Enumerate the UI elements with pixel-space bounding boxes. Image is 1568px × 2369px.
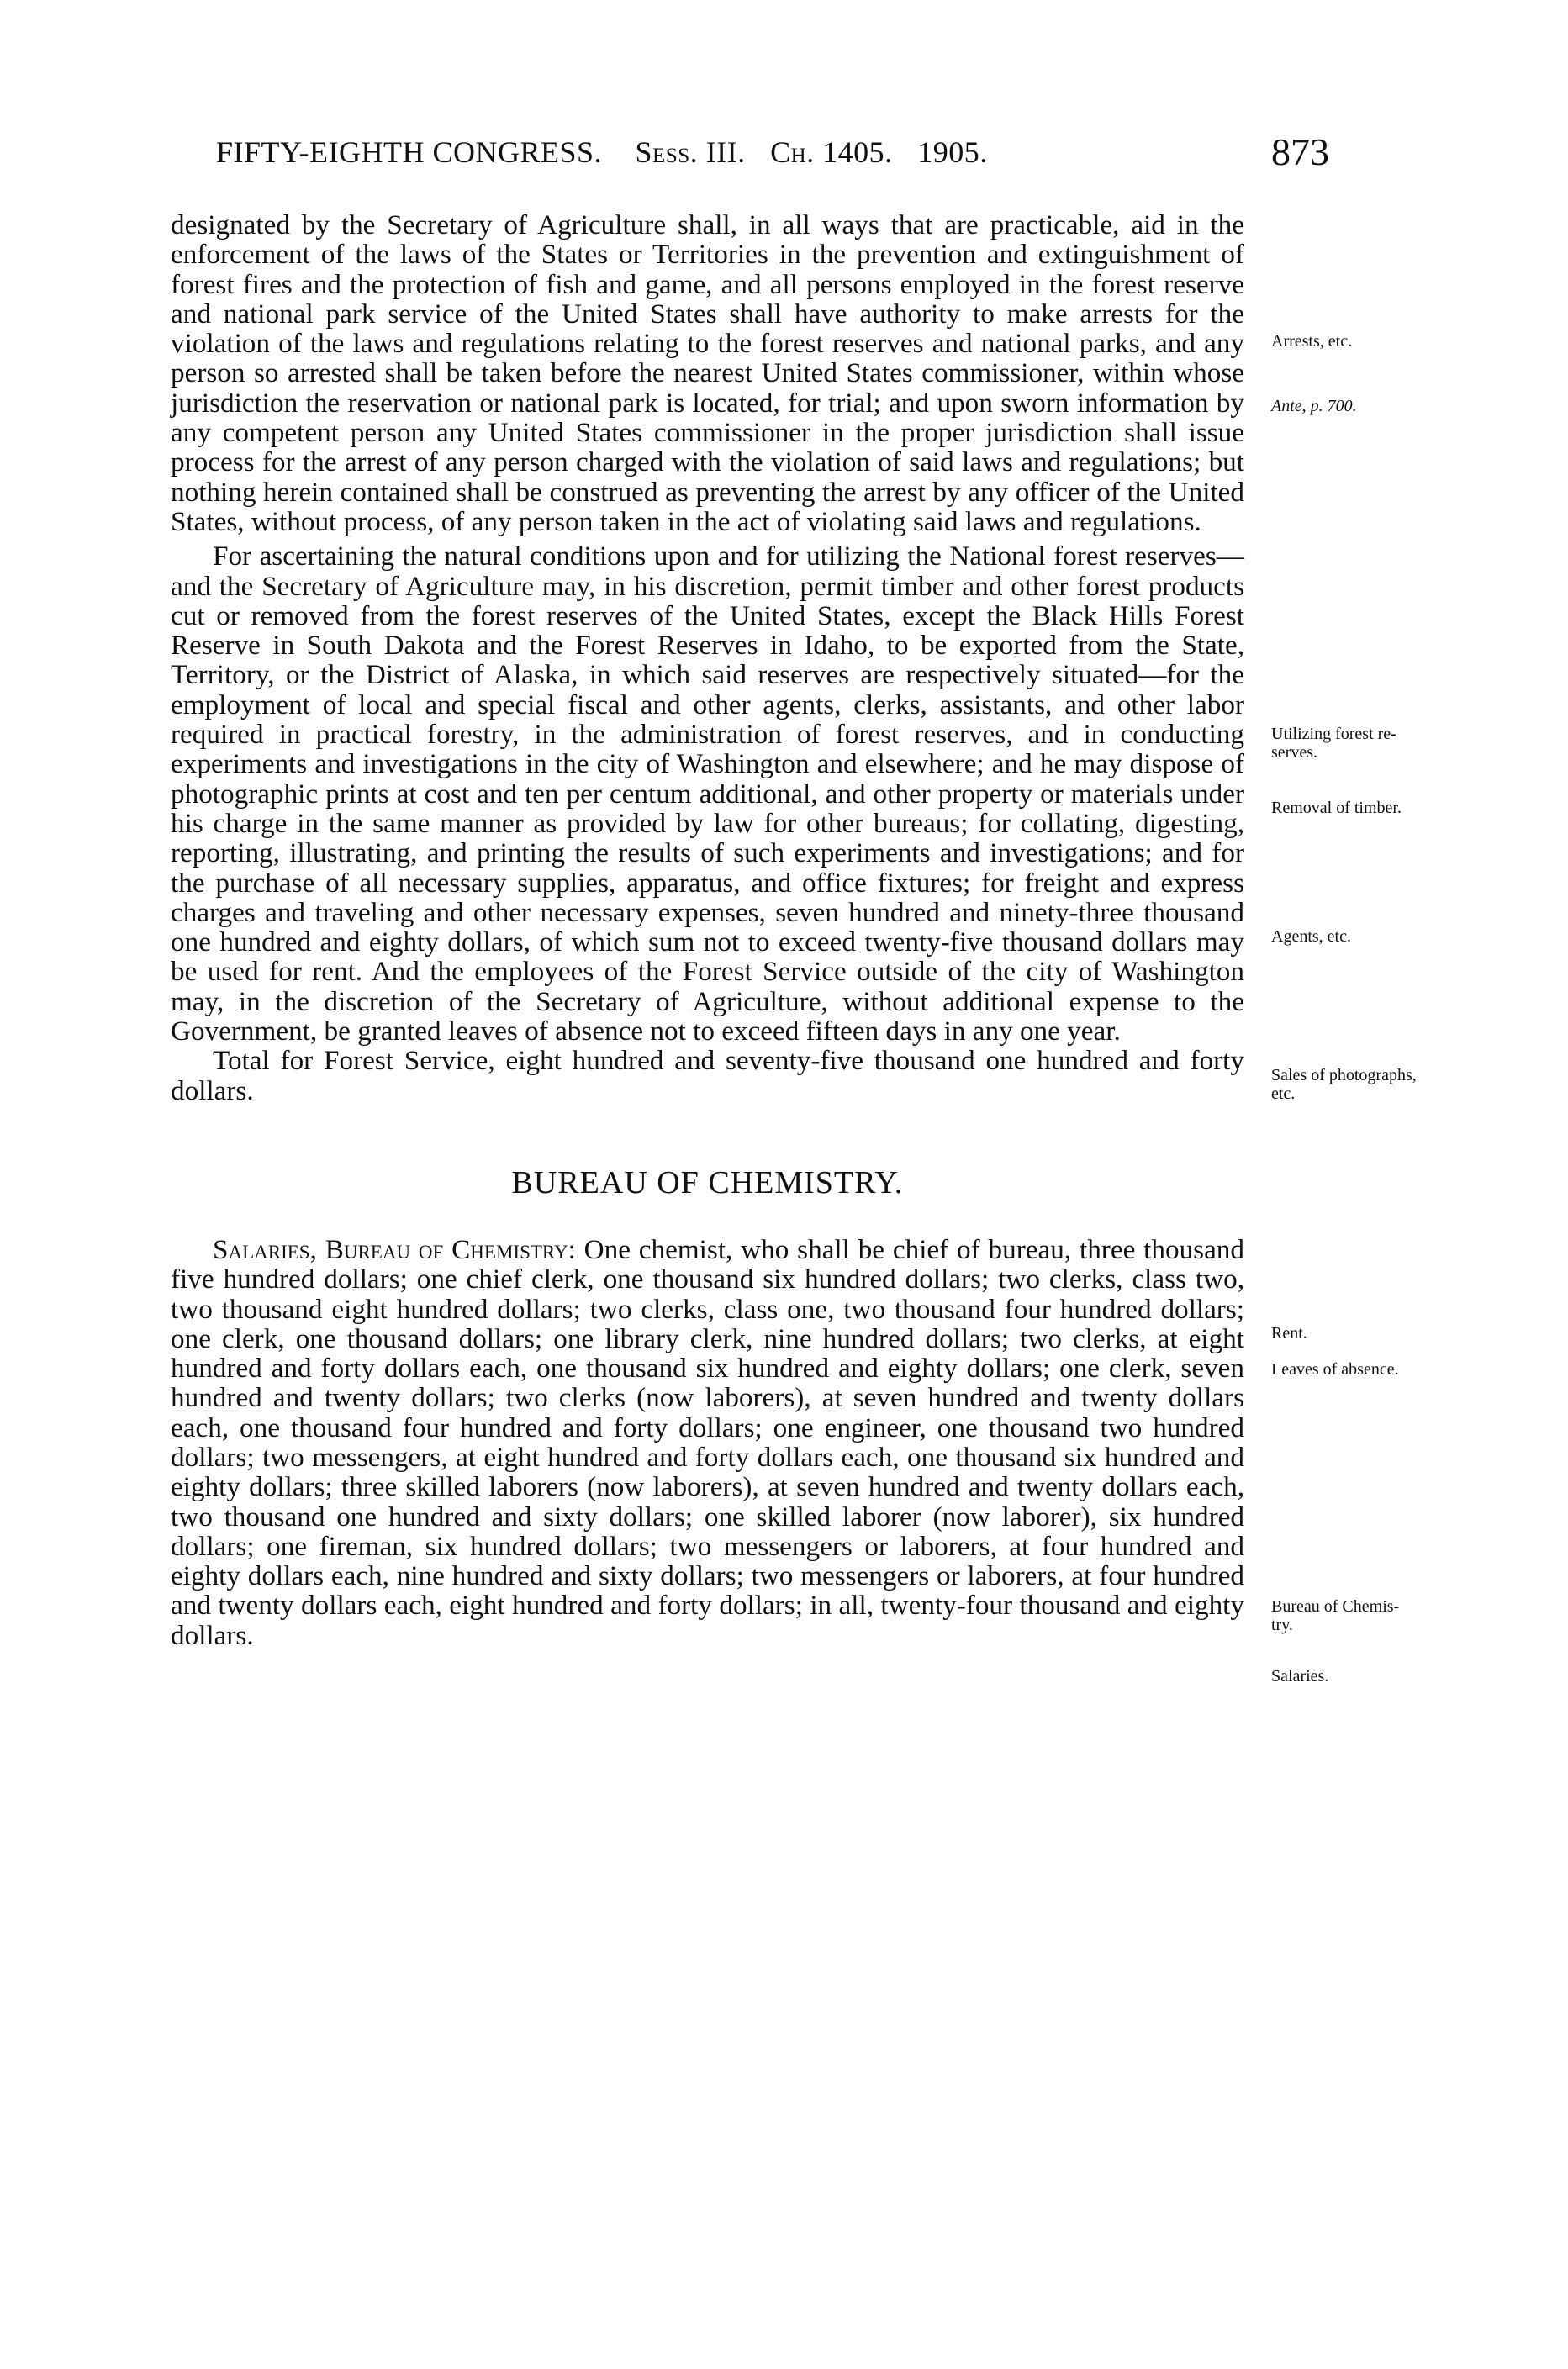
- margin-note-sales: [1271, 1066, 1515, 1103]
- main-text-column: [171, 210, 1244, 1650]
- salaries-text: One chemist, who shall be chief of bureau, three thousand five hundred dollars; one chief clerk, one thousand six hundred dollars; two clerks, class two, two thousand eight hundred dollars; two clerks, class one, two thousand four hundred dollars; one clerk, one thousand dollars; one library clerk, nine hundred dollars; two clerks, at eight hundred and forty dollars each, one thousand six hundred and eighty dollars; one clerk, seven hundred and twenty dollars; two clerks (now laborers), at seven hundred and twenty dollars each, one thousand four hundred and forty dollars; one engineer, one thousand two hundred dollars; two messengers, at eight hundred and forty dollars each, one thousand six hundred and eighty dollars; three skilled laborers (now laborers), at seven hundred and twenty dollars each, two thousand one hundred and sixty dollars; one skilled laborer (now laborer), six hundred dollars; one fireman, six hundred dollars; two messengers or laborers, at four hundred and eighty dollars each, nine hundred and sixty dollars; two messengers or laborers, at four hundred and twenty dollars each, eight hundred and forty dollars; in all, twenty-four thousand and eighty dollars.: [171, 1233, 1244, 1651]
- margin-note-ante-text: Ante, p. 700.: [1271, 397, 1357, 415]
- margin-note-rent: Rent.: [1271, 1324, 1307, 1343]
- running-header: [0, 130, 1568, 185]
- paragraph-forest-reserves: For ascertaining the natural conditions upon and for utilizing the National forest reserves—and the Secretary of Agriculture may, in his discretion, permit timber and other forest products cut or removed from the forest reserves of the United States, except the Black Hills Forest Reserve in South Dakota and the Forest Reserves in Idaho, to be exported from the State, Territory, or the District of Alaska, in which said reserves are respectively situated—for the employment of local and special fiscal and other agents, clerks, assistants, and other labor required in practical forestry, in the administration of forest reserves, and in conducting experiments and investigations in the city of Washington and elsewhere; and he may dispose of photographic prints at cost and ten per centum additional, and other property or materials under his charge in the same manner as provided by law for other bureaus; for collating, digesting, reporting, illustrating, and printing the results of such experiments and investigations; and for the purchase of all necessary supplies, apparatus, and office fixtures; for freight and express charges and traveling and other necessary expenses, seven hundred and ninety-three thousand one hundred and eighty dollars, of which sum not to exceed twenty-five thousand dollars may be used for rent. And the employees of the Forest Service outside of the city of Washington may, in the discretion of the Secretary of Agriculture, without additional expense to the Government, be granted leaves of absence not to exceed fifteen days in any one year.: [171, 541, 1244, 1047]
- paragraph-enforcement: designated by the Secretary of Agriculture shall, in all ways that are practicable, aid in the enforcement of the laws of the States or Territories in the prevention and extinguishment of forest fires and the protection of fish and game, and all persons employed in the forest reserve and national park service of the United States shall have authority to make arrests for the violation of the laws and regulations relating to the forest reserves and national parks, and any person so arrested shall be taken before the nearest United States commissioner, within whose jurisdiction the reservation or national park is located, for trial; and upon sworn information by any competent person any United States commissioner in the proper jurisdiction shall issue process for the arrest of any person charged with the violation of said laws and regulations; but nothing herein contained shall be construed as preventing the arrest by any officer of the United States, without process, of any person taken in the act of violating said laws and regulations.: [171, 209, 1244, 537]
- header-session: Sess. III.: [635, 135, 746, 169]
- section-title: BUREAU OF CHEMISTRY.: [511, 1164, 904, 1200]
- margin-note-salaries: Salaries.: [1271, 1667, 1329, 1686]
- margin-note-sales-line1: Sales of photographs,: [1271, 1066, 1417, 1084]
- margin-note-bureau: [1271, 1597, 1515, 1634]
- margin-note-arrests: Arrests, etc.: [1271, 332, 1353, 351]
- salaries-lead: Salaries, Bureau of Chemistry:: [213, 1233, 576, 1265]
- page-number: 873: [1271, 130, 1329, 173]
- paragraph-salaries: [171, 1235, 1244, 1650]
- margin-note-ante-ref: [1271, 397, 1515, 415]
- header-chapter: Ch. 1405.: [770, 135, 893, 169]
- margin-note-sales-line2: etc.: [1271, 1084, 1296, 1103]
- margin-note-bureau-line2: try.: [1271, 1616, 1293, 1634]
- margin-note-leaves: Leaves of absence.: [1271, 1360, 1399, 1379]
- header-year: 1905.: [917, 135, 988, 169]
- header-congress: FIFTY-EIGHTH CONGRESS.: [216, 135, 603, 169]
- paragraph-total: Total for Forest Service, eight hundred and seventy-five thousand one hundred and forty dollars.: [171, 1045, 1244, 1106]
- header-citation: [216, 135, 988, 170]
- margin-note-utilizing-line2: serves.: [1271, 743, 1317, 762]
- margin-note-agents: Agents, etc.: [1271, 927, 1351, 946]
- margin-note-utilizing-line1: Utilizing forest re-: [1271, 725, 1396, 743]
- margin-note-removal: Removal of timber.: [1271, 799, 1402, 817]
- margin-note-utilizing: [1271, 725, 1515, 762]
- margin-note-bureau-line1: Bureau of Chemis-: [1271, 1597, 1400, 1616]
